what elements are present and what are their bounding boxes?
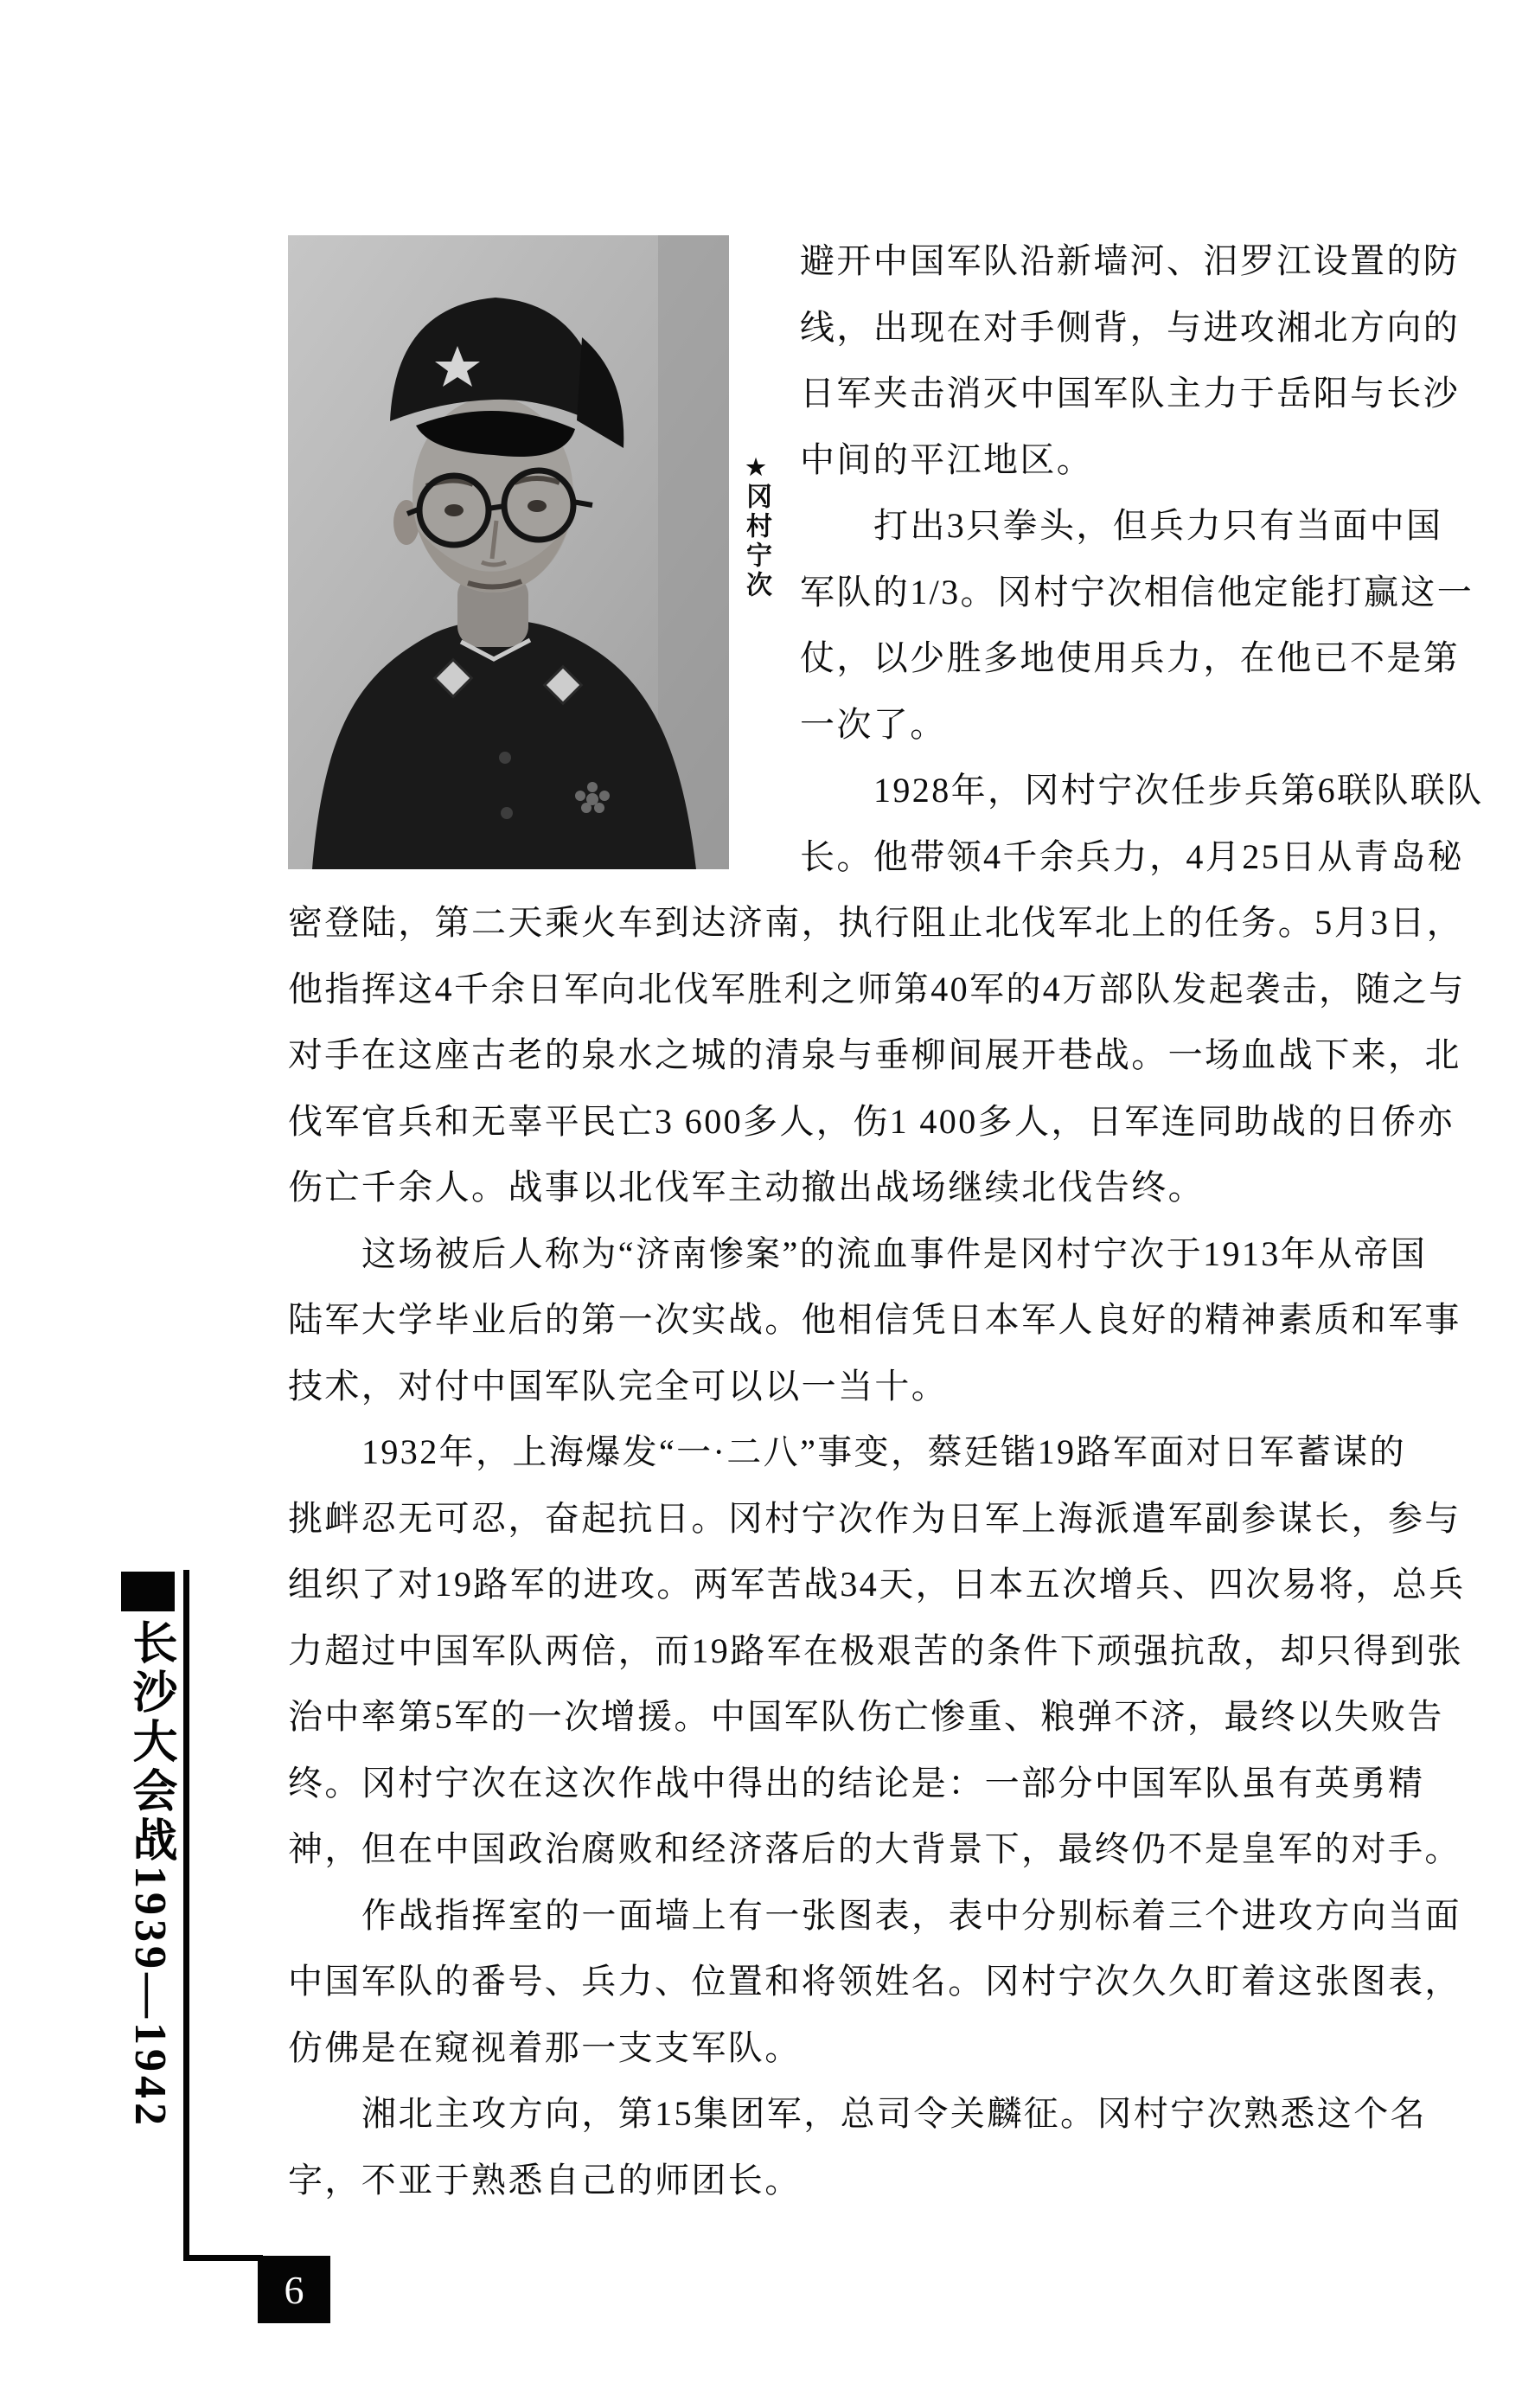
body-line: 他指挥这4千余日军向北伐军胜利之师第40军的4万部队发起袭击，随之与 [288, 969, 1466, 1009]
page-number-box [258, 2256, 330, 2323]
star-icon: ★ [744, 455, 769, 483]
page-number: 6 [284, 2267, 304, 2312]
photo-caption-text: 冈村宁次 [742, 483, 771, 600]
photo-caption [739, 455, 773, 680]
text-column-right [800, 228, 1502, 890]
body-line: 1928年，冈村宁次任步兵第6联队联队 [873, 771, 1484, 810]
body-line: 线，出现在对手侧背，与进攻湘北方向的 [800, 307, 1461, 347]
body-line: 仿佛是在窥视着那一支支军队。 [288, 2027, 802, 2067]
body-line: 日军夹击消灭中国军队主力于岳阳与长沙 [800, 374, 1461, 413]
body-line: 作战指挥室的一面墙上有一张图表，表中分别标着三个进攻方向当面 [361, 1895, 1461, 1935]
body-line: 中国军队的番号、兵力、位置和将领姓名。冈村宁次久久盯着这张图表， [288, 1962, 1461, 2001]
body-line: 伤亡千余人。战事以北伐军主动撤出战场继续北伐告终。 [288, 1168, 1205, 1207]
body-line: 军队的1/3。冈村宁次相信他定能打赢这一 [800, 572, 1474, 612]
body-line: 一次了。 [800, 704, 947, 744]
body-line: 力超过中国军队两倍，而19路军在极艰苦的条件下顽强抗敌，却只得到张 [288, 1630, 1464, 1670]
body-line: 湘北主攻方向，第15集团军，总司令关麟征。冈村宁次熟悉这个名 [361, 2094, 1427, 2133]
body-line: 仗，以少胜多地使用兵力，在他已不是第 [800, 638, 1461, 677]
body-line: 1932年，上海爆发“一·二八”事变，蔡廷锴19路军面对日军蓄谋的 [361, 1432, 1407, 1471]
body-line: 治中率第5军的一次增援。中国军队伤亡惨重、粮弹不济，最终以失败告 [288, 1697, 1444, 1736]
body-line: 技术，对付中国军队完全可以以一当十。 [288, 1366, 949, 1406]
series-title-sidebar: 长沙大会战1939—1942 [125, 1619, 175, 2129]
body-line: 避开中国军队沿新墙河、汨罗江设置的防 [800, 241, 1461, 280]
body-line: 打出3只拳头，但兵力只有当面中国 [873, 506, 1443, 545]
body-line: 中间的平江地区。 [800, 439, 1094, 479]
body-line: 这场被后人称为“济南惨案”的流血事件是冈村宁次于1913年从帝国 [361, 1233, 1428, 1273]
body-line: 密登陆，第二天乘火车到达济南，执行阻止北伐军北上的任务。5月3日， [288, 903, 1464, 942]
body-line: 字，不亚于熟悉自己的师团长。 [288, 2160, 802, 2200]
sidebar-vertical-rule [183, 1570, 189, 2260]
text-column-full [288, 890, 1502, 2213]
body-line: 陆军大学毕业后的第一次实战。他相信凭日本军人良好的精神素质和军事 [288, 1300, 1461, 1339]
body-line: 神，但在中国政治腐败和经济落后的大背景下，最终仍不是皇军的对手。 [288, 1829, 1461, 1868]
sidebar-horizontal-rule [183, 2255, 263, 2261]
body-line: 挑衅忍无可忍，奋起抗日。冈村宁次作为日军上海派遣军副参谋长，参与 [288, 1498, 1461, 1538]
portrait-photo [288, 235, 729, 869]
body-line: 长。他带领4千余兵力，4月25日从青岛秘 [800, 836, 1464, 876]
sidebar-square-marker [121, 1572, 175, 1611]
body-line: 对手在这座古老的泉水之城的清泉与垂柳间展开巷战。一场血战下来，北 [288, 1035, 1461, 1074]
portrait-illustration [288, 235, 729, 869]
body-line: 组织了对19路军的进攻。两军苦战34天，日本五次增兵、四次易将，总兵 [288, 1565, 1466, 1604]
body-line: 伐军官兵和无辜平民亡3 600多人，伤1 400多人，日军连同助战的日侨亦 [288, 1101, 1455, 1141]
body-line: 终。冈村宁次在这次作战中得出的结论是：一部分中国军队虽有英勇精 [288, 1763, 1425, 1803]
